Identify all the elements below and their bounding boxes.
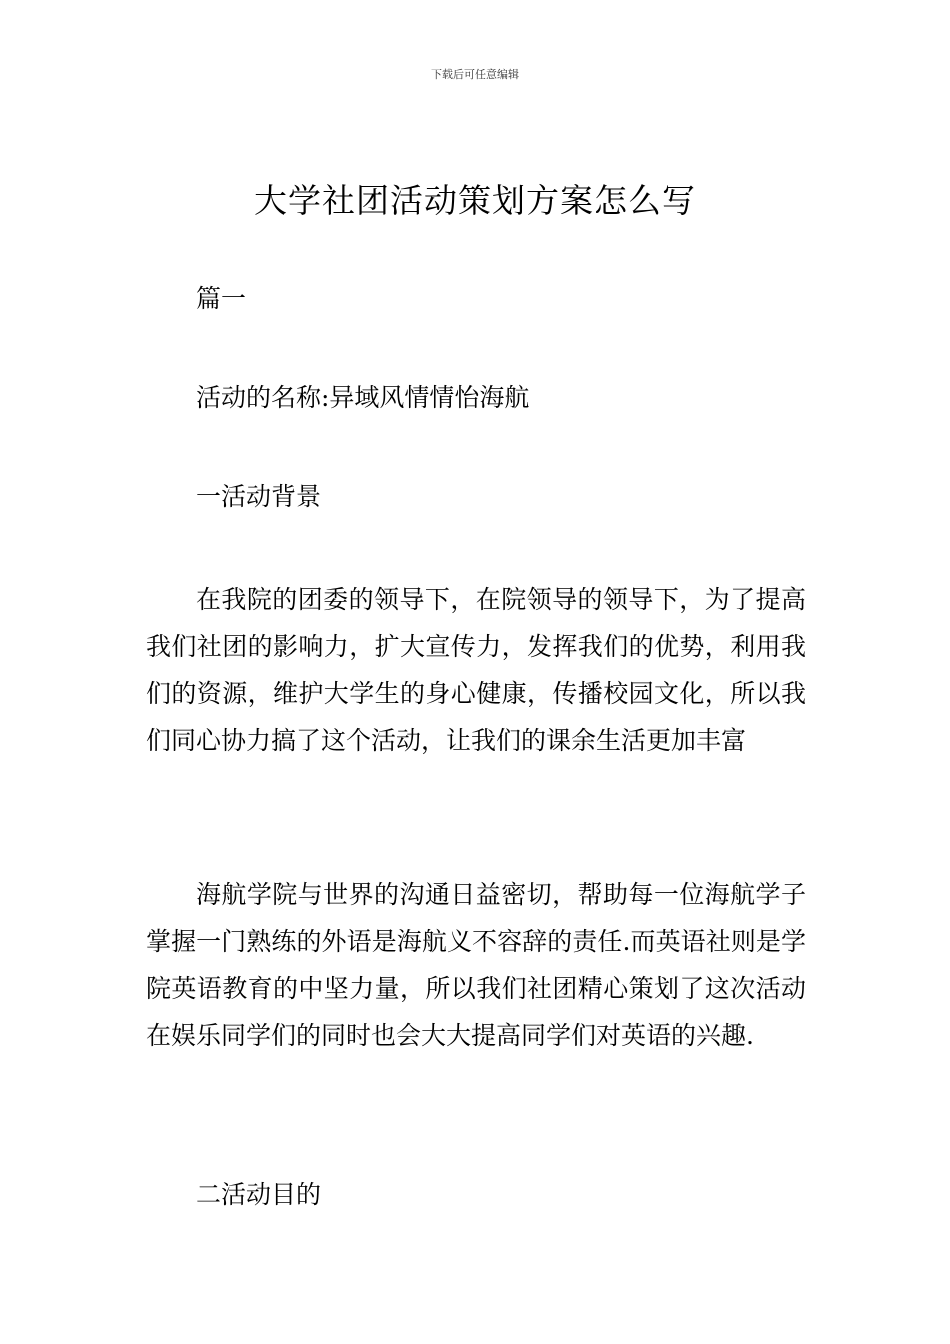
activity-name: 活动的名称:异域风情情怡海航 — [196, 383, 530, 412]
paragraph-purpose-intro: 海航学院与世界的沟通日益密切，帮助每一位海航学子掌握一门熟练的外语是海航义不容辞的责任.而英语社则是学院英语教育的中坚力量，所以我们社团精心策划了这次活动在娱乐同学们的同时也会大大提高同学们对英语的兴趣. — [146, 880, 806, 1050]
paragraph-background: 在我院的团委的领导下，在院领导的领导下，为了提高我们社团的影响力，扩大宣传力，发挥我们的优势，利用我们的资源，维护大学生的身心健康，传播校园文化，所以我们同心协力搞了这个活动，让我们的课余生活更加丰富 — [146, 585, 806, 755]
heading-purpose: 二活动目的 — [196, 1180, 322, 1209]
header-note: 下载后可任意编辑 — [431, 68, 519, 81]
document-title: 大学社团活动策划方案怎么写 — [254, 181, 696, 220]
heading-background: 一活动背景 — [196, 482, 322, 511]
section-label: 篇一 — [196, 284, 247, 313]
